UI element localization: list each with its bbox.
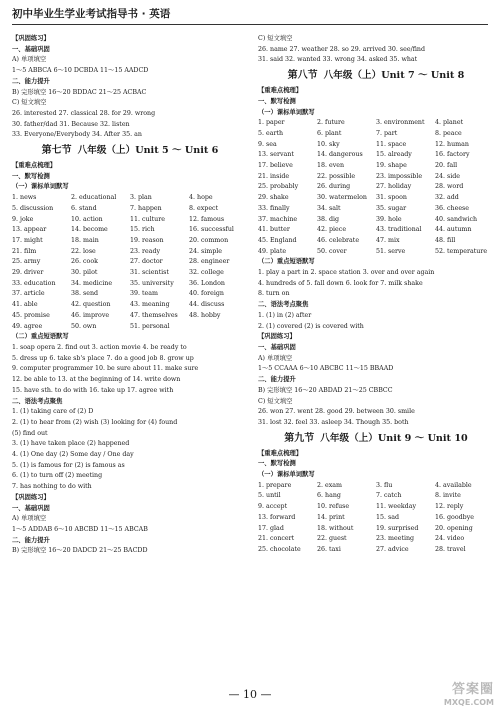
vocab-word: 27. advice xyxy=(376,545,409,553)
answer-line: 26. won 27. went 28. good 29. between 30. smile xyxy=(258,408,415,416)
vocab-word: 5. until xyxy=(258,492,281,500)
vocab-word: 50. cover xyxy=(317,247,347,255)
vocab-word: 9. accept xyxy=(258,503,288,511)
answer-line: B) 完形填空 16～20 BDDAC 21～25 ACBAC xyxy=(12,88,147,96)
subsection-heading: 二、能力提升 xyxy=(12,77,50,85)
answer-line: 12. be able to 13. at the beginning of 14. write down xyxy=(12,376,181,384)
vocab-word: 14. dangerous xyxy=(317,151,363,159)
watermark-site: MXQE.COM xyxy=(443,698,494,707)
answer-line: 6. (1) to turn off (2) meeting xyxy=(12,472,103,480)
section-unit-range: 八年级（上）Unit 9 ～ Unit 10 xyxy=(320,432,468,444)
vocab-word xyxy=(189,322,248,333)
vocab-word: 41. butter xyxy=(258,226,290,234)
vocab-row xyxy=(258,215,494,226)
vocab-row xyxy=(258,172,494,183)
vocab-word: 35. sugar xyxy=(376,204,407,212)
vocab-word: 14. print xyxy=(317,513,345,521)
watermark xyxy=(402,682,494,716)
subsection-heading: （一）课标单词默写 xyxy=(258,471,315,479)
vocab-word: 29. driver xyxy=(12,269,44,277)
answer-line: 4. (1) One day (2) Some day / One day xyxy=(12,451,134,459)
section-heading: 【重难点梳理】 xyxy=(258,87,303,95)
vocab-row xyxy=(12,236,248,247)
vocab-row xyxy=(12,204,248,215)
vocab-row xyxy=(12,322,248,333)
subsection-heading: 二、能力提升 xyxy=(258,376,296,384)
vocab-word: 18. even xyxy=(317,162,345,170)
vocab-word: 18. without xyxy=(317,524,354,532)
vocab-word: 11. weekday xyxy=(376,503,417,511)
answer-line: 15. have sth. to do with 16. take up 17. agree with xyxy=(12,386,174,394)
vocab-word: 15. rich xyxy=(130,226,155,234)
vocab-word: 11. culture xyxy=(130,215,165,223)
vocab-word: 11. space xyxy=(376,140,407,148)
vocab-word: 48. fill xyxy=(435,236,456,244)
vocab-word: 46. improve xyxy=(71,311,110,319)
vocab-word: 21. film xyxy=(12,247,37,255)
vocab-word: 22. possible xyxy=(317,172,356,180)
vocab-row xyxy=(258,247,494,258)
vocab-word: 24. video xyxy=(435,535,465,543)
vocab-word: 8. expect xyxy=(189,204,219,212)
section-title xyxy=(258,430,494,448)
vocab-word: 43. traditional xyxy=(376,226,422,234)
page-header xyxy=(12,4,488,25)
vocab-word: 12. reply xyxy=(435,503,464,511)
vocab-row xyxy=(12,311,248,322)
header-title: 初中毕业生学业考试指导书 · 英语 xyxy=(12,8,171,20)
vocab-word: 42. question xyxy=(71,301,111,309)
subsection-heading: （一）课标单词默写 xyxy=(258,108,315,116)
vocab-word: 28. engineer xyxy=(189,258,230,266)
section-unit-range: 八年级（上）Unit 7 ～ Unit 8 xyxy=(323,70,465,82)
vocab-word: 1. paper xyxy=(258,119,285,127)
answer-line: 7. has nothing to do with xyxy=(12,483,92,491)
section-number: 第七节 xyxy=(41,145,72,157)
vocab-word: 31. scientist xyxy=(130,269,169,277)
vocab-word: 3. environment xyxy=(376,119,425,127)
vocab-word: 22. lose xyxy=(71,247,96,255)
vocab-word: 15. already xyxy=(376,151,412,159)
vocab-word: 48. hobby xyxy=(189,311,221,319)
vocab-word: 13. forward xyxy=(258,513,296,521)
vocab-word: 46. celebrate xyxy=(317,236,360,244)
vocab-word: 10. sky xyxy=(317,140,340,148)
section-number: 第九节 xyxy=(284,432,315,444)
vocab-word: 20. opening xyxy=(435,524,473,532)
answer-line: 5. (1) is famous for (2) is famous as xyxy=(12,461,125,469)
vocab-word: 42. piece xyxy=(317,226,347,234)
right-column xyxy=(258,34,494,556)
vocab-word: 17. glad xyxy=(258,524,284,532)
vocab-word: 27. doctor xyxy=(130,258,163,266)
vocab-word: 20. fall xyxy=(435,162,458,170)
answer-line: 26. name 27. weather 28. so 29. arrived 30. see/find xyxy=(258,45,426,53)
vocab-row xyxy=(258,545,494,556)
subsection-heading: 一、基础巩固 xyxy=(12,504,50,512)
vocab-row xyxy=(12,215,248,226)
vocab-word: 2. exam xyxy=(317,481,343,489)
vocab-word: 15. sad xyxy=(376,513,400,521)
vocab-word: 6. plant xyxy=(317,129,342,137)
section-unit-range: 八年级（上）Unit 5 ～ Unit 6 xyxy=(77,145,219,157)
vocab-word: 17. might xyxy=(12,236,43,244)
vocab-word: 43. meaning xyxy=(130,301,170,309)
answer-line: A) 单项填空 xyxy=(258,354,293,362)
vocab-word: 34. medicine xyxy=(71,279,113,287)
vocab-word: 35. university xyxy=(130,279,174,287)
vocab-row xyxy=(258,118,494,129)
vocab-word: 10. action xyxy=(71,215,103,223)
vocab-row xyxy=(258,204,494,215)
vocab-word: 12. famous xyxy=(189,215,225,223)
answer-line: 9. computer programmer 10. be sure about 11. make sure xyxy=(12,365,199,373)
vocab-word: 14. become xyxy=(71,226,108,234)
answer-line: C) 短文填空 xyxy=(258,35,293,42)
vocab-word: 49. plate xyxy=(258,247,287,255)
vocab-word: 49. agree xyxy=(12,322,43,330)
vocab-row xyxy=(258,481,494,492)
vocab-word: 27. holiday xyxy=(376,183,412,191)
subsection-heading: 一、默写检测 xyxy=(12,172,50,180)
vocab-row xyxy=(12,225,248,236)
vocab-word: 51. personal xyxy=(130,322,170,330)
vocab-row xyxy=(258,182,494,193)
vocab-word: 6. stand xyxy=(71,204,97,212)
vocab-word: 33. education xyxy=(12,279,56,287)
subsection-heading: 一、默写检测 xyxy=(258,97,296,105)
vocab-row xyxy=(12,193,248,204)
vocab-word: 26. taxi xyxy=(317,545,341,553)
answer-line: A) 单项填空 xyxy=(12,515,47,523)
answer-line: 33. Everyone/Everybody 34. After 35. an xyxy=(12,131,142,139)
vocab-word: 31. spoon xyxy=(376,194,407,202)
answer-line: 1. soap opera 2. find out 3. action movie 4. be ready to xyxy=(12,343,187,351)
vocab-word: 13. servant xyxy=(258,151,294,159)
left-column xyxy=(12,34,248,557)
vocab-word: 25. army xyxy=(12,258,41,266)
vocab-word: 19. reason xyxy=(130,236,164,244)
vocab-row xyxy=(258,513,494,524)
section-heading: 【重难点梳理】 xyxy=(258,449,303,457)
subsection-heading: （二）重点短语默写 xyxy=(12,333,69,341)
vocab-word: 39. hole xyxy=(376,215,402,223)
vocab-word: 7. happen xyxy=(130,204,162,212)
answer-line: 8. turn on xyxy=(258,290,290,298)
vocab-word: 4. hope xyxy=(189,194,213,202)
section-heading: 【巩固练习】 xyxy=(12,493,50,501)
answer-line: 2. (1) to hear from (2) wish (3) looking for (4) found xyxy=(12,418,178,426)
vocab-word: 6. hang xyxy=(317,492,341,500)
vocab-row xyxy=(258,129,494,140)
vocab-word: 1. news xyxy=(12,194,37,202)
vocab-word: 26. during xyxy=(317,183,351,191)
vocab-word: 5. earth xyxy=(258,129,284,137)
vocab-word: 21. concert xyxy=(258,535,295,543)
vocab-row xyxy=(258,161,494,172)
section-heading: 【重难点梳理】 xyxy=(12,162,57,170)
vocab-word: 51. serve xyxy=(376,247,406,255)
vocab-word: 23. impossible xyxy=(376,172,423,180)
vocab-word: 24. side xyxy=(435,172,461,180)
vocab-word: 41. able xyxy=(12,301,38,309)
vocab-row xyxy=(258,140,494,151)
answer-line: 5. dress up 6. take sb's place 7. do a good job 8. grow up xyxy=(12,354,194,362)
vocab-word: 18. main xyxy=(71,236,99,244)
vocab-row xyxy=(258,150,494,161)
vocab-word: 44. autumn xyxy=(435,226,472,234)
vocab-word: 19. surprised xyxy=(376,524,419,532)
vocab-word: 28. word xyxy=(435,183,464,191)
vocab-word: 17. believe xyxy=(258,162,293,170)
vocab-word: 40. foreign xyxy=(189,290,224,298)
vocab-word: 2. future xyxy=(317,119,345,127)
vocab-word: 38. send xyxy=(71,290,99,298)
answer-line: 26. interested 27. classical 28. for 29. wrong xyxy=(12,109,156,117)
vocab-word: 3. flu xyxy=(376,481,393,489)
vocab-word: 26. cook xyxy=(71,258,98,266)
answer-line: C) 短文填空 xyxy=(12,99,47,107)
vocab-word: 7. part xyxy=(376,129,398,137)
vocab-word: 16. goodbye xyxy=(435,513,474,521)
vocab-word: 12. human xyxy=(435,140,469,148)
vocab-word: 3. plan xyxy=(130,194,152,202)
vocab-word: 2. educational xyxy=(71,194,117,202)
vocab-row xyxy=(258,491,494,502)
answer-line: (5) find out xyxy=(12,429,48,437)
vocab-word: 50. own xyxy=(71,322,97,330)
answer-line: C) 短文填空 xyxy=(258,397,293,405)
vocab-row xyxy=(258,502,494,513)
vocab-word: 44. discuss xyxy=(189,301,225,309)
vocab-word: 45. promise xyxy=(12,311,50,319)
vocab-word: 4. planet xyxy=(435,119,464,127)
watermark-logo: 答案圈 xyxy=(451,682,494,697)
subsection-heading: 二、语法考点聚焦 xyxy=(258,301,309,309)
page-number: — 10 — xyxy=(228,688,272,701)
vocab-word: 25. probably xyxy=(258,183,299,191)
vocab-word: 36. cheese xyxy=(435,204,470,212)
vocab-word: 25. chocolate xyxy=(258,545,301,553)
vocab-word: 16. successful xyxy=(189,226,234,234)
subsection-heading: 一、基础巩固 xyxy=(12,45,50,53)
answer-line: 1～5 ABBCA 6～10 DCBDA 11～15 AADCD xyxy=(12,67,149,75)
vocab-row xyxy=(258,534,494,545)
vocab-word: 38. dig xyxy=(317,215,340,223)
vocab-word: 30. pilot xyxy=(71,269,98,277)
vocab-word: 9. joke xyxy=(12,215,34,223)
subsection-heading: 一、默写检测 xyxy=(258,460,296,468)
vocab-word: 45. England xyxy=(258,236,297,244)
section-title xyxy=(258,67,494,85)
vocab-word: 36. London xyxy=(189,279,225,287)
vocab-word: 4. available xyxy=(435,481,472,489)
vocab-word: 33. finally xyxy=(258,204,290,212)
vocab-word: 32. college xyxy=(189,269,224,277)
vocab-word: 22. guest xyxy=(317,535,347,543)
subsection-heading: （一）课标单词默写 xyxy=(12,183,69,191)
vocab-row xyxy=(12,268,248,279)
answer-line: 1. play a part in 2. space station 3. over and over again xyxy=(258,269,435,277)
vocab-word: 30. watermelon xyxy=(317,194,367,202)
vocab-row xyxy=(12,257,248,268)
vocab-word: 37. machine xyxy=(258,215,298,223)
vocab-word: 37. article xyxy=(12,290,45,298)
vocab-word: 23. ready xyxy=(130,247,161,255)
vocab-word: 47. mix xyxy=(376,236,400,244)
vocab-row xyxy=(258,236,494,247)
answer-line: 4. hundreds of 5. fall down 6. look for 7. milk shake xyxy=(258,279,423,287)
answer-line: 2. (1) covered (2) is covered with xyxy=(258,322,364,330)
vocab-word: 7. catch xyxy=(376,492,402,500)
answer-line: 1～5 ADDAB 6～10 ABCBD 11～15 ABCAB xyxy=(12,525,148,533)
section-heading: 【巩固练习】 xyxy=(258,333,296,341)
answer-line: 1. (1) taking care of (2) D xyxy=(12,408,94,416)
vocab-row xyxy=(12,247,248,258)
vocab-row xyxy=(258,524,494,535)
subsection-heading: 二、能力提升 xyxy=(12,536,50,544)
answer-line: 3. (1) have taken place (2) happened xyxy=(12,440,130,448)
vocab-word: 23. meeting xyxy=(376,535,415,543)
vocab-word: 8. invite xyxy=(435,492,461,500)
subsection-heading: 二、语法考点聚焦 xyxy=(12,397,63,405)
vocab-word: 32. add xyxy=(435,194,459,202)
answer-line: 30. father/dad 31. Because 32. listen xyxy=(12,120,130,128)
vocab-word: 28. travel xyxy=(435,545,466,553)
vocab-word: 1. prepare xyxy=(258,481,292,489)
vocab-word: 16. factory xyxy=(435,151,470,159)
vocab-word: 34. salt xyxy=(317,204,341,212)
vocab-word: 21. inside xyxy=(258,172,290,180)
vocab-row xyxy=(12,300,248,311)
section-number: 第八节 xyxy=(287,70,318,82)
vocab-word: 10. refuse xyxy=(317,503,350,511)
vocab-word: 9. sea xyxy=(258,140,277,148)
vocab-word: 40. sandwich xyxy=(435,215,478,223)
answer-line: B) 完形填空 16～20 DADCD 21～25 BACDD xyxy=(12,547,148,555)
answer-line: 1. (1) in (2) after xyxy=(258,311,312,319)
vocab-row xyxy=(12,279,248,290)
vocab-word: 24. simple xyxy=(189,247,223,255)
subsection-heading: 一、基础巩固 xyxy=(258,343,296,351)
vocab-word: 52. temperature xyxy=(435,247,488,255)
vocab-word: 39. team xyxy=(130,290,158,298)
vocab-word: 47. themselves xyxy=(130,311,178,319)
vocab-row xyxy=(258,193,494,204)
vocab-word: 8. peace xyxy=(435,129,462,137)
section-heading: 【巩固练习】 xyxy=(12,35,50,42)
vocab-word: 20. common xyxy=(189,236,229,244)
section-title xyxy=(12,142,248,160)
vocab-row xyxy=(12,289,248,300)
answer-line: B) 完形填空 16～20 ABDAD 21～25 CBBCC xyxy=(258,386,393,394)
answer-line: A) 单项填空 xyxy=(12,56,47,64)
answer-line: 1～5 CCAAA 6～10 ABCBC 11～15 BBAAD xyxy=(258,365,394,373)
vocab-word: 5. discussion xyxy=(12,204,54,212)
vocab-word: 13. appear xyxy=(12,226,47,234)
vocab-word: 29. shake xyxy=(258,194,289,202)
subsection-heading: （二）重点短语默写 xyxy=(258,258,315,266)
vocab-word: 19. shape xyxy=(376,162,407,170)
vocab-row xyxy=(258,225,494,236)
answer-line: 31. said 32. wanted 33. wrong 34. asked 35. what xyxy=(258,56,418,64)
answer-line: 31. lost 32. feel 33. asleep 34. Though 35. both xyxy=(258,418,409,426)
